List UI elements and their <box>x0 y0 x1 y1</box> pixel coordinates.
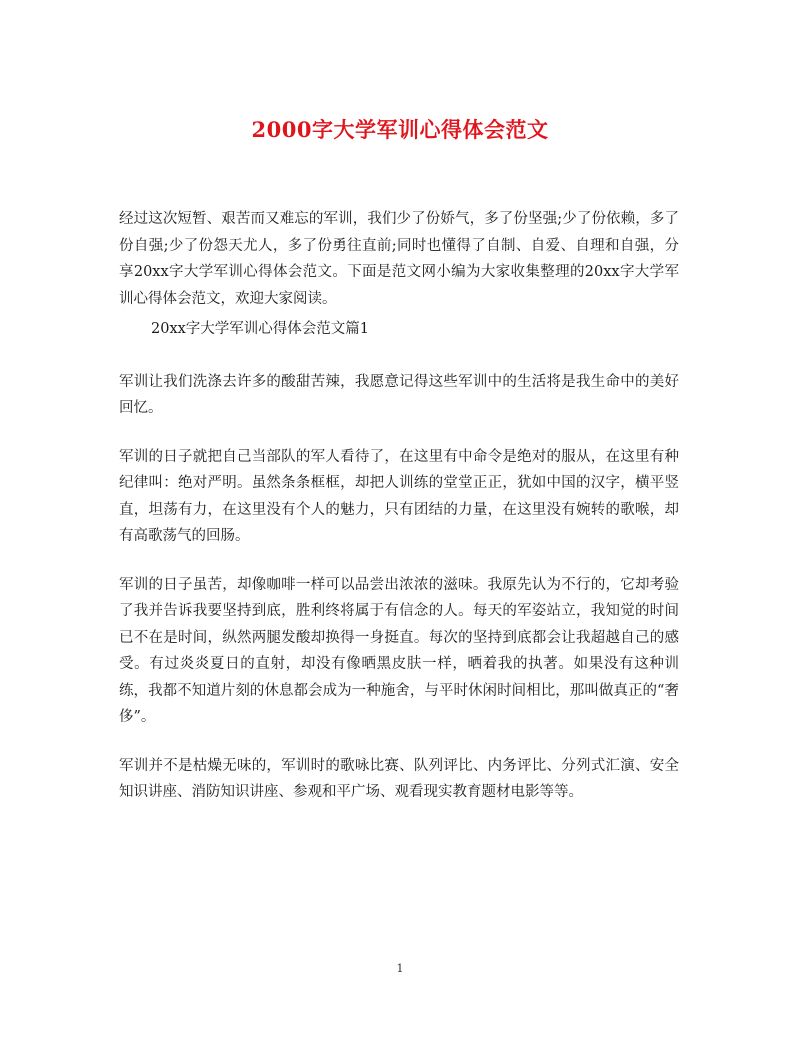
section-heading: 20xx字大学军训心得体会范文篇1 <box>151 321 370 337</box>
page-number: 1 <box>396 962 404 975</box>
document-title: 2000字大学军训心得体会范文 <box>251 117 549 142</box>
body-paragraph-3: 军训的日子虽苦，却像咖啡一样可以品尝出浓浓的滋味。我原先认为不行的，它却考验了我并告诉我要坚持到底，胜利终将属于有信念的人。每天的军姿站立，我知觉的时间已不在是时间，纵然两腿发酸却换得一身挺直。每次的坚持到底都会让我超越自己的感受。有过炎炎夏日的直射，却没有像晒黑皮肤一样，晒着我的执著。如果没有这种训练，我都不知道片刻的休息都会成为一种施舍，与平时休闲时间相比，那叫做真正的“奢侈”。 <box>119 576 679 725</box>
body-paragraph-4: 军训并不是枯燥无味的，军训时的歌咏比赛、队列评比、内务评比、分列式汇演、安全知识讲座、消防知识讲座、参观和平广场、观看现实教育题材电影等等。 <box>119 757 679 800</box>
document-body <box>119 206 679 806</box>
body-paragraph-2: 军训的日子就把自己当部队的军人看待了，在这里有中命令是绝对的服从，在这里有种纪律叫：绝对严明。虽然条条框框，却把人训练的堂堂正正，犹如中国的汉字，横平竖直，坦荡有力，在这里没有个人的魅力，只有团结的力量，在这里没有婉转的歌喉，却有高歌荡气的回肠。 <box>119 448 679 544</box>
body-paragraph-1: 军训让我们洗涤去许多的酸甜苦辣，我愿意记得这些军训中的生活将是我生命中的美好回忆。 <box>119 373 679 416</box>
intro-paragraph: 经过这次短暂、艰苦而又难忘的军训，我们少了份娇气，多了份坚强;少了份依赖，多了份自强;少了份怨天尤人，多了份勇往直前;同时也懂得了自制、自爱、自理和自强，分享20xx字大学军训心得体会范文。下面是范文网小编为大家收集整理的20xx字大学军训心得体会范文，欢迎大家阅读。 <box>119 211 679 307</box>
